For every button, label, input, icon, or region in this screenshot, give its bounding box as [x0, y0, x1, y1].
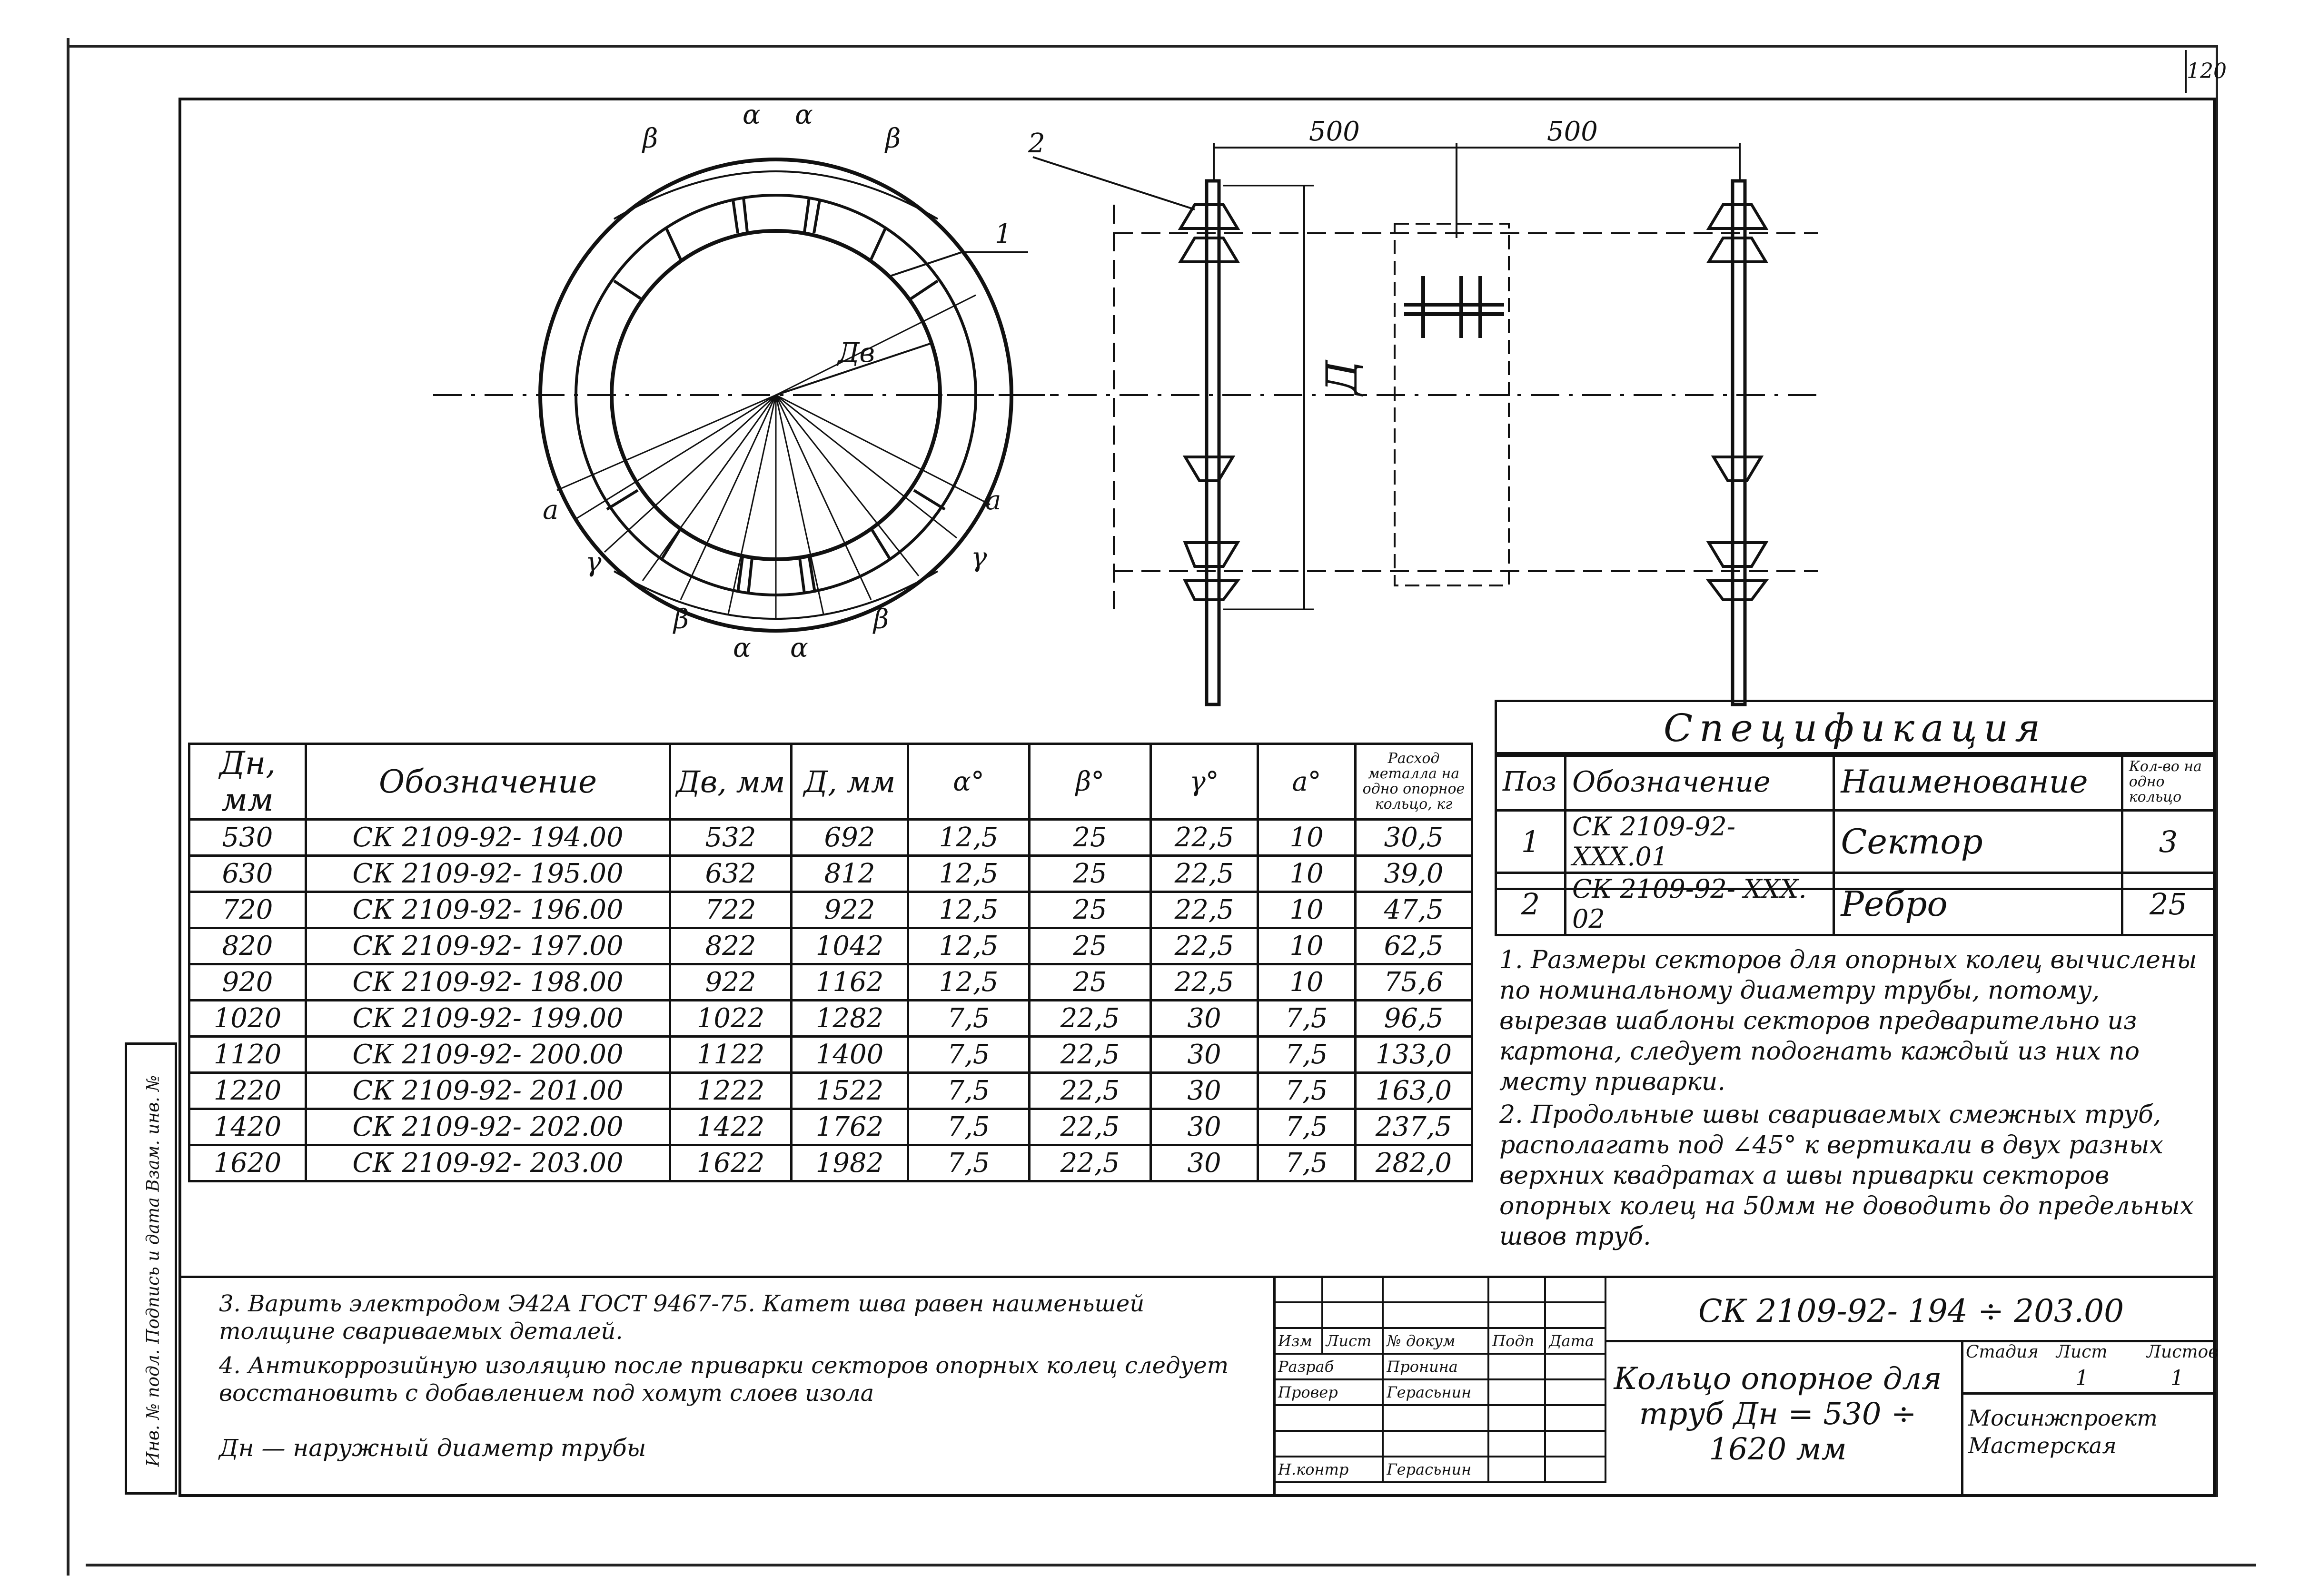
stamp-hdr-sign: Подп: [1488, 1328, 1545, 1354]
table-cell: СК 2109-92- 201.00: [306, 1073, 670, 1109]
table-cell: 30,5: [1356, 820, 1472, 856]
angle-beta-tr: β: [885, 123, 901, 154]
angle-gamma-right: γ: [971, 542, 987, 573]
table-cell: 12,5: [908, 856, 1030, 892]
table-cell: 39,0: [1356, 856, 1472, 892]
table-cell: 530: [189, 820, 306, 856]
table-cell: 7,5: [1258, 1109, 1356, 1145]
spec-row1-qty: 3: [2122, 811, 2214, 873]
ring-side-view: [914, 143, 1818, 704]
table-cell: 920: [189, 964, 306, 1001]
table-cell: 30: [1151, 1109, 1258, 1145]
table-cell: СК 2109-92- 200.00: [306, 1037, 670, 1073]
table-cell: СК 2109-92- 199.00: [306, 1001, 670, 1037]
table-cell: 7,5: [908, 1037, 1030, 1073]
spec-table: [1495, 752, 2216, 936]
note-1: 1. Размеры секторов для опорных колец вычислены по номинальному диаметру трубы, потому, вырезав шаблоны секторов предварительно из картона, следует подогнать каждый из них по месту приварки.: [1499, 946, 2197, 1096]
table-cell: 22,5: [1151, 820, 1258, 856]
table-cell: 22,5: [1030, 1037, 1151, 1073]
table-cell: 1420: [189, 1109, 306, 1145]
stamp-hdr-izm: Изм: [1274, 1328, 1322, 1354]
table-cell: 25: [1030, 820, 1151, 856]
col-dn: Дн, мм: [189, 744, 306, 820]
stamp-hdr-date: Дата: [1545, 1328, 1605, 1354]
table-cell: 12,5: [908, 964, 1030, 1001]
table-cell: 22,5: [1151, 892, 1258, 928]
stamp-role-normcontrol: Н.контр: [1274, 1457, 1383, 1482]
table-cell: 10: [1258, 892, 1356, 928]
table-cell: 22,5: [1151, 856, 1258, 892]
table-cell: 1622: [670, 1145, 792, 1181]
notes-separator: [180, 1276, 1275, 1278]
spec-col-qty: Кол-во на одно кольцо: [2122, 753, 2214, 811]
stamp-role-checker: Провер: [1274, 1379, 1383, 1405]
stamp-sheet-label: Лист: [2056, 1342, 2108, 1362]
table-cell: 62,5: [1356, 928, 1472, 964]
dim-500-left: 500: [1309, 116, 1360, 147]
stamp-sheets: 1: [2170, 1366, 2184, 1390]
table-cell: 1422: [670, 1109, 792, 1145]
ring-front-view: [433, 159, 1057, 631]
table-cell: 22,5: [1030, 1109, 1151, 1145]
frame-top-line: [67, 45, 2218, 48]
angle-beta-tl: β: [643, 123, 658, 154]
table-cell: 630: [189, 856, 306, 892]
table-cell: 22,5: [1151, 964, 1258, 1001]
table-cell: 25: [1030, 964, 1151, 1001]
stamp-grid: [1273, 1276, 1606, 1483]
angle-alpha-b2: α: [790, 633, 808, 664]
stamp-hdr-doc: № докум: [1383, 1328, 1488, 1354]
table-cell: 22,5: [1151, 928, 1258, 964]
ring-drawing: [414, 95, 1842, 714]
table-cell: 30: [1151, 1073, 1258, 1109]
table-cell: 25: [1030, 928, 1151, 964]
table-cell: 1120: [189, 1037, 306, 1073]
table-row: [189, 964, 1472, 1001]
spec-col-pos: Поз: [1496, 753, 1566, 811]
table-cell: 1220: [189, 1073, 306, 1109]
table-cell: 1222: [670, 1073, 792, 1109]
page-number: 120: [2185, 50, 2220, 93]
spec-col-designation: Обозначение: [1566, 753, 1834, 811]
table-cell: 720: [189, 892, 306, 928]
table-row: [189, 1073, 1472, 1109]
table-cell: 7,5: [908, 1001, 1030, 1037]
col-designation: Обозначение: [306, 744, 670, 820]
table-cell: 532: [670, 820, 792, 856]
table-cell: 12,5: [908, 820, 1030, 856]
col-alpha: α°: [908, 744, 1030, 820]
spec-row1-designation: СК 2109-92- ХХХ.01: [1566, 811, 1834, 873]
side-strip-text: Инв. № подл. Подпись и дата Взам. инв. №: [143, 1075, 163, 1467]
stamp-stage-label: Стадия: [1966, 1342, 2039, 1362]
stamp-role-developer: Разраб: [1274, 1354, 1383, 1379]
stamp-code: СК 2109-92- 194 ÷ 203.00: [1606, 1280, 2216, 1342]
table-cell: 10: [1258, 964, 1356, 1001]
label-dv: Дв: [838, 337, 875, 368]
table-cell: 820: [189, 928, 306, 964]
table-cell: 1122: [670, 1037, 792, 1073]
legend-dn: Дн — наружный диаметр трубы: [219, 1434, 646, 1462]
table-cell: 922: [792, 892, 908, 928]
table-cell: 10: [1258, 928, 1356, 964]
callout-1: 1: [995, 218, 1012, 249]
stamp-organization: Мосинжпроект Мастерская: [1968, 1405, 2158, 1458]
table-cell: 1022: [670, 1001, 792, 1037]
table-cell: СК 2109-92- 196.00: [306, 892, 670, 928]
table-cell: 47,5: [1356, 892, 1472, 928]
col-mass: Расход металла на одно опорное кольцо, кг: [1356, 744, 1472, 820]
table-cell: СК 2109-92- 198.00: [306, 964, 670, 1001]
table-cell: 1762: [792, 1109, 908, 1145]
angle-beta-bl: β: [674, 604, 689, 635]
table-cell: 1400: [792, 1037, 908, 1073]
table-cell: СК 2109-92- 202.00: [306, 1109, 670, 1145]
table-cell: СК 2109-92- 194.00: [306, 820, 670, 856]
table-cell: 75,6: [1356, 964, 1472, 1001]
angle-a-right: a: [985, 485, 1001, 516]
table-cell: 7,5: [908, 1145, 1030, 1181]
side-strip: [125, 1042, 177, 1495]
table-cell: 632: [670, 856, 792, 892]
table-cell: 812: [792, 856, 908, 892]
table-cell: 1982: [792, 1145, 908, 1181]
angle-alpha-t1: α: [743, 99, 761, 130]
table-cell: СК 2109-92- 203.00: [306, 1145, 670, 1181]
table-cell: 1522: [792, 1073, 908, 1109]
angle-a-left: a: [543, 495, 559, 525]
note-2: 2. Продольные швы свариваемых смежных труб, располагать под ∠45° к вертикали в двух разных верхних квадратах а швы приварки секторов опорных колец на 50мм не доводить до предельных швов труб.: [1499, 1100, 2194, 1251]
table-cell: 922: [670, 964, 792, 1001]
angle-alpha-t2: α: [795, 99, 813, 130]
stamp-sheets-label: Листов: [2147, 1342, 2219, 1362]
table-cell: 1620: [189, 1145, 306, 1181]
spec-row2-pos: 2: [1496, 873, 1566, 935]
stamp-hdr-list: Лист: [1322, 1328, 1383, 1354]
label-d-big: Д: [1317, 360, 1367, 395]
table-cell: 7,5: [1258, 1037, 1356, 1073]
table-row: [189, 1037, 1472, 1073]
table-cell: 7,5: [1258, 1145, 1356, 1181]
table-cell: СК 2109-92- 195.00: [306, 856, 670, 892]
col-d: Д, мм: [792, 744, 908, 820]
table-row: [189, 1001, 1472, 1037]
stamp-name-normcontrol: Герасьнин: [1383, 1457, 1488, 1482]
table-cell: 30: [1151, 1037, 1258, 1073]
col-gamma: γ°: [1151, 744, 1258, 820]
table-row: [189, 820, 1472, 856]
table-cell: СК 2109-92- 197.00: [306, 928, 670, 964]
table-cell: 12,5: [908, 892, 1030, 928]
spec-row2-designation: СК 2109-92- ХХХ. 02: [1566, 873, 1834, 935]
table-cell: 25: [1030, 892, 1151, 928]
table-cell: 133,0: [1356, 1037, 1472, 1073]
col-beta: β°: [1030, 744, 1151, 820]
col-a: a°: [1258, 744, 1356, 820]
spec-row2-name: Ребро: [1834, 873, 2122, 935]
table-cell: 7,5: [1258, 1073, 1356, 1109]
table-row: [189, 1109, 1472, 1145]
table-cell: 237,5: [1356, 1109, 1472, 1145]
spec-row1-pos: 1: [1496, 811, 1566, 873]
angle-alpha-b1: α: [733, 633, 751, 664]
table-cell: 96,5: [1356, 1001, 1472, 1037]
spec-row2-qty: 25: [2122, 873, 2214, 935]
col-dv: Дв, мм: [670, 744, 792, 820]
stamp-name-checker: Герасьнин: [1383, 1379, 1488, 1405]
note-3: 3. Варить электродом Э42А ГОСТ 9467-75. Катет шва равен наименьшей толщине свариваемых деталей.: [219, 1290, 1145, 1345]
table-cell: 10: [1258, 856, 1356, 892]
callout-2: 2: [1028, 128, 1045, 159]
table-cell: 25: [1030, 856, 1151, 892]
angle-beta-br: β: [873, 604, 889, 635]
table-cell: 7,5: [908, 1073, 1030, 1109]
dim-500-right: 500: [1547, 116, 1598, 147]
stamp-name-developer: Пронина: [1383, 1354, 1488, 1379]
note-4: 4. Антикоррозийную изоляцию после приварки секторов опорных колец следует восстановить с добавлением под хомут слоев изола: [219, 1352, 1229, 1407]
stamp-sheet: 1: [2075, 1366, 2089, 1390]
table-cell: 1042: [792, 928, 908, 964]
table-cell: 1162: [792, 964, 908, 1001]
table-cell: 22,5: [1030, 1073, 1151, 1109]
frame-right-line: [2216, 45, 2218, 1497]
table-cell: 10: [1258, 820, 1356, 856]
spec-col-name: Наименование: [1834, 753, 2122, 811]
table-cell: 22,5: [1030, 1145, 1151, 1181]
table-cell: 12,5: [908, 928, 1030, 964]
frame-bottom-line: [86, 1564, 2256, 1566]
table-row: [189, 928, 1472, 964]
stamp-stage-row: [1961, 1342, 2219, 1395]
table-cell: 722: [670, 892, 792, 928]
table-cell: 7,5: [908, 1109, 1030, 1145]
spec-title: Спецификация: [1497, 702, 2213, 757]
table-row: [189, 892, 1472, 928]
stamp-title: Кольцо опорное для труб Дн = 530 ÷ 1620 мм: [1614, 1361, 1942, 1467]
table-cell: 692: [792, 820, 908, 856]
table-cell: 30: [1151, 1145, 1258, 1181]
table-cell: 163,0: [1356, 1073, 1472, 1109]
frame-left-line: [67, 38, 69, 1576]
spec-row1-name: Сектор: [1834, 811, 2122, 873]
table-cell: 822: [670, 928, 792, 964]
table-cell: 22,5: [1030, 1001, 1151, 1037]
table-row: [189, 1145, 1472, 1181]
table-cell: 282,0: [1356, 1145, 1472, 1181]
table-row: [189, 856, 1472, 892]
table-cell: 30: [1151, 1001, 1258, 1037]
angle-gamma-left: γ: [585, 547, 602, 578]
table-cell: 7,5: [1258, 1001, 1356, 1037]
table-cell: 1020: [189, 1001, 306, 1037]
ring-parameters-table: [188, 743, 1473, 1182]
table-cell: 1282: [792, 1001, 908, 1037]
